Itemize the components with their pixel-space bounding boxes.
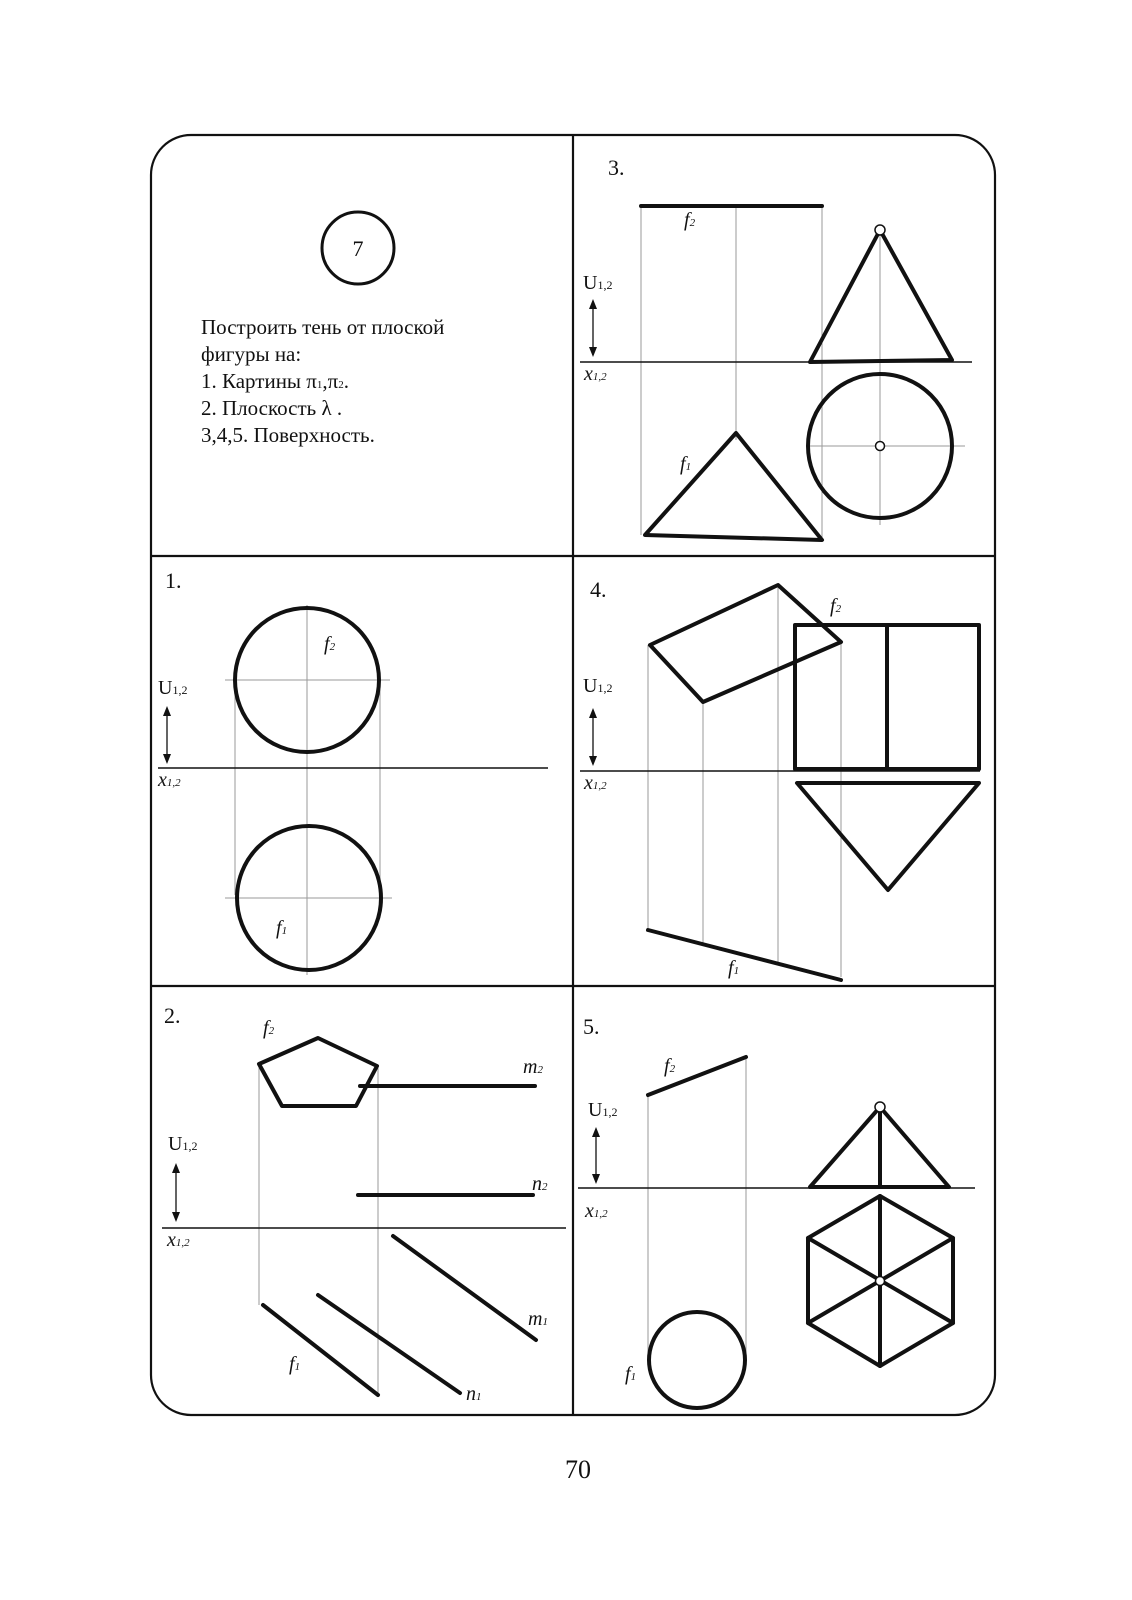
center-point: [876, 1277, 885, 1286]
task-line-2: фигуры на:: [201, 342, 302, 366]
panel-3-number: 3.: [608, 155, 625, 180]
f1-label: f1: [289, 1353, 301, 1375]
f1-line: [263, 1305, 378, 1395]
f2-pentagon: [259, 1038, 377, 1106]
panel-1-number: 1.: [165, 568, 182, 593]
m1-line: [393, 1236, 536, 1340]
f2-label: f2: [324, 633, 336, 655]
page-number: 70: [565, 1455, 591, 1484]
u-label: U1,2: [158, 677, 188, 699]
x-axis-label: x1,2: [584, 772, 607, 794]
x-axis-label: x1,2: [158, 769, 181, 791]
prism-top-view: [797, 783, 979, 890]
task-line-5: 3,4,5. Поверхность.: [201, 423, 375, 447]
u-label: U1,2: [583, 272, 613, 294]
f2-label: f2: [684, 209, 696, 231]
f2-parallelogram: [650, 585, 841, 702]
center-point: [876, 442, 885, 451]
n1-line: [318, 1295, 460, 1393]
f2-line: [648, 1057, 746, 1095]
apex-point: [875, 1102, 885, 1112]
u-label: U1,2: [583, 675, 613, 697]
panel-4: [580, 577, 980, 980]
m1-label: m1: [528, 1308, 548, 1330]
x-axis-label: x1,2: [167, 1229, 190, 1251]
f2-label: f2: [664, 1055, 676, 1077]
f1-label: f1: [276, 917, 288, 939]
x-axis-label: x1,2: [584, 363, 607, 385]
m2-label: m2: [523, 1056, 543, 1078]
f1-label: f1: [625, 1363, 637, 1385]
n2-label: n2: [532, 1173, 548, 1195]
panel-3: [580, 155, 972, 540]
f1-circle: [649, 1312, 745, 1408]
u-label: U1,2: [588, 1099, 618, 1121]
f1-line: [648, 930, 841, 980]
f1-label: f1: [728, 957, 740, 979]
u-label: U1,2: [168, 1133, 198, 1155]
panel-2-number: 2.: [164, 1003, 181, 1028]
panel-5-number: 5.: [583, 1014, 600, 1039]
panel-2: [162, 1003, 566, 1405]
apex-point: [875, 225, 885, 235]
task-line-4: 2. Плоскость λ .: [201, 396, 343, 420]
panel-5: [578, 1014, 975, 1408]
f2-label: f2: [830, 595, 842, 617]
f2-label: f2: [263, 1017, 275, 1039]
panel-4-number: 4.: [590, 577, 607, 602]
task-line-3: 1. Картины π1,π2.: [201, 369, 349, 393]
task-line-1: Построить тень от плоской: [201, 315, 445, 339]
cone-front-view: [810, 230, 952, 362]
f1-label: f1: [680, 453, 692, 475]
f1-triangle: [645, 433, 822, 540]
task-panel: [201, 212, 444, 447]
x-axis-label: x1,2: [585, 1200, 608, 1222]
n1-label: n1: [466, 1383, 482, 1405]
panel-1: [157, 568, 548, 975]
task-number: 7: [352, 236, 364, 261]
